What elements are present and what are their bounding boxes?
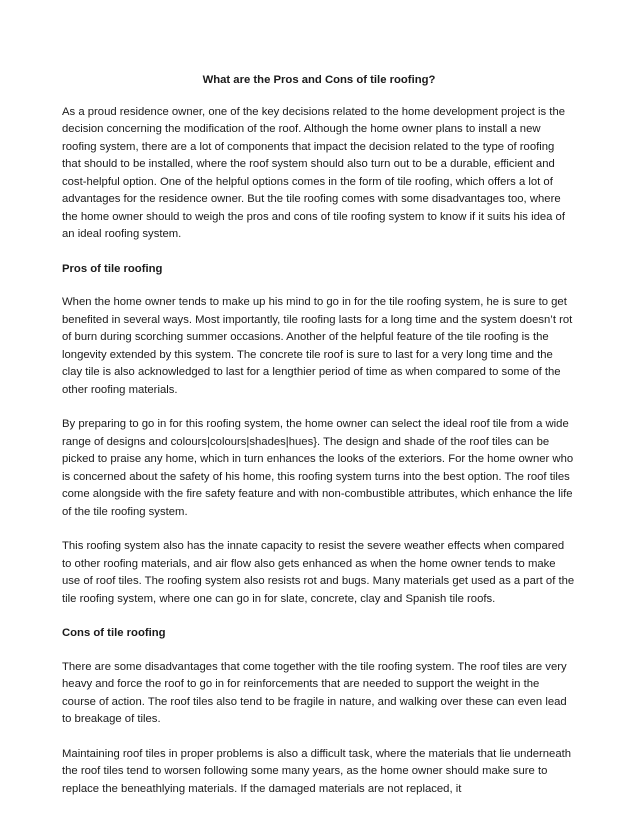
cons-paragraph-2: Maintaining roof tiles in proper problems is also a difficult task, where the materials that lie underneath the roof tiles tend to worsen following some many years, as the home owner should make sure to replace the beneathlying materials. If the damaged materials are not replaced, it — [62, 747, 572, 795]
intro-paragraph: As a proud residence owner, one of the key decisions related to the home development project is the decision concerning the modification of the roof. Although the home owner plans to install a new roofing system, there are a lot of components that impact the decision related to the type of roofing that should to be installed, where the roof system should also turn out to be a durable, efficient and cost-helpful option. One of the helpful options comes in the form of tile roofing, which offers a lot of advantages for the residence owner. But the tile roofing comes with some disadvantages too, where the home owner should to weigh the pros and cons of tile roofing system to know if it suits his idea of an ideal roofing system. — [62, 105, 566, 240]
pros-paragraph-3: This roofing system also has the innate capacity to resist the severe weather effects when compared to other roofing materials, and air flow also gets enhanced as when the home owner tends to make use of roof tiles. The roofing system also resists rot and bugs. Many materials get used as a part of the tile roofing system, where one can go in for slate, concrete, clay and Spanish tile roofs. — [62, 540, 575, 605]
pros-paragraph-1: When the home owner tends to make up his mind to go in for the tile roofing system, he is sure to get benefited in several ways. Most importantly, tile roofing lasts for a long time and the system doesn’t rot of burn during scorching summer occasions. Another of the helpful feature of the tile roofing is the longevity extended by this system. The concrete tile roof is sure to last for a very long time and the clay tile is also acknowledged to last for a lengthier period of time as when compared to some of the other roofing materials. — [62, 296, 573, 396]
document-title: What are the Pros and Cons of tile roofing? — [202, 74, 436, 86]
cons-heading: Cons of tile roofing — [62, 627, 166, 639]
pros-heading: Pros of tile roofing — [62, 262, 163, 275]
cons-paragraph-1: There are some disadvantages that come together with the tile roofing system. The roof tiles are very heavy and force the roof to go in for reinforcements that are needed to support the weight in the course of action. The roof tiles also tend to be fragile in nature, and walking over these can even lead to breakage of tiles. — [62, 660, 567, 725]
pros-paragraph-2: By preparing to go in for this roofing system, the home owner can select the ideal roof tile from a wide range of designs and colours|colours|shades|hues}. The design and shade of the roof tiles can be picked to praise any home, which in turn enhances the looks of the exteriors. For the home owner who is concerned about the safety of his home, this roofing system turns into the best option. The roof tiles come alongside with the fire safety feature and with non-combustible attributes, which enhance the life of the tile roofing system. — [62, 418, 574, 518]
